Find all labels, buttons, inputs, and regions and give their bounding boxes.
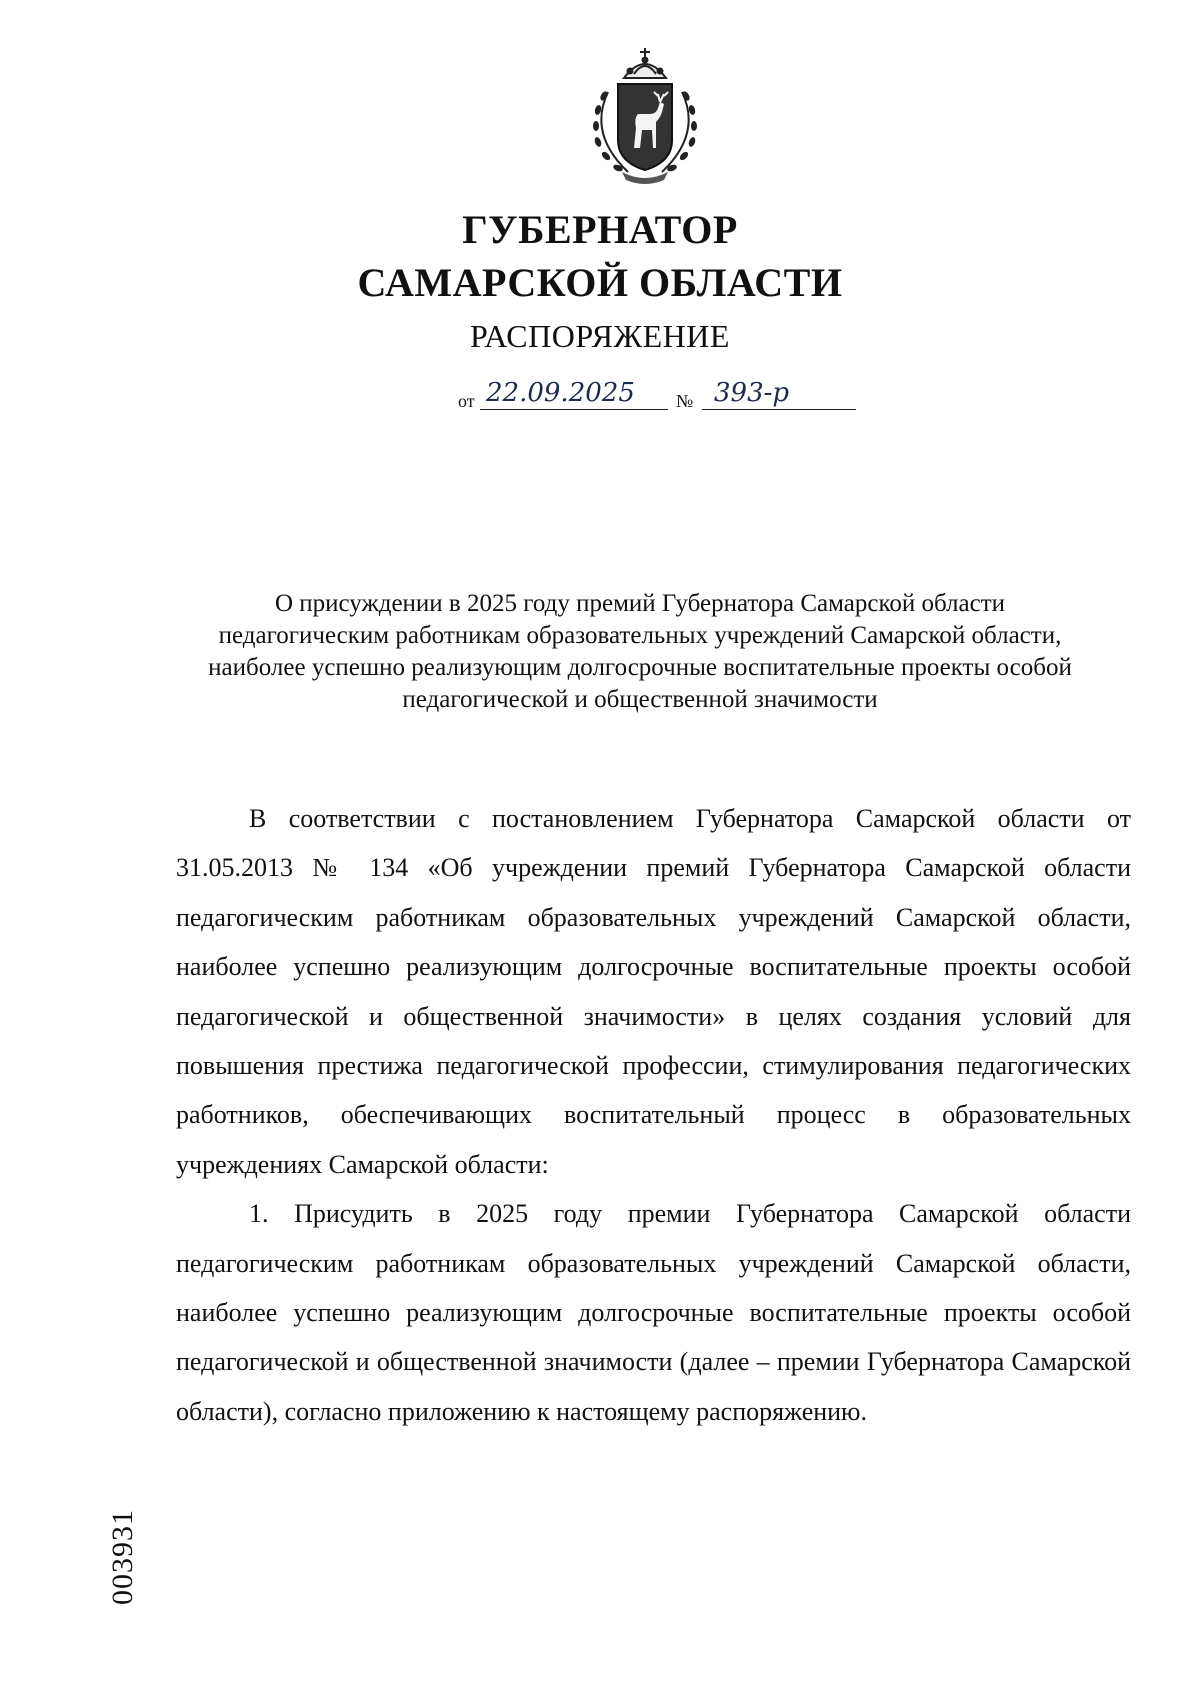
title-line: педагогическим работникам образовательных учреждений Самарской области, [218,622,1062,649]
number-label: № [676,391,694,411]
document-date: 22.09.2025 [480,378,668,410]
title-line: О присуждении в 2025 году премий Губернатора Самарской области [274,590,1006,617]
authority-title-line2: САМАРСКОЙ ОБЛАСТИ [357,260,843,305]
coat-of-arms-emblem [578,44,712,186]
date-prefix: от [458,391,475,411]
body-text [176,794,1131,1436]
side-serial-number: 003931 [106,1509,139,1605]
document-type: РАСПОРЯЖЕНИЕ [470,318,730,354]
document-number: 393-р [702,378,856,410]
registration-line [458,378,858,418]
title-line: педагогической и общественной значимости [402,686,878,713]
body-paragraph-item-1: 1. Присудить в 2025 году премии Губернатора Самарской области педагогическим работникам образовательных учреждений Самарской области, наиболее успешно реализующим долгосрочные воспитательные проекты особой педагогической и общественной значимости (далее – премии Губернатора Самарской области), согласно приложению к настоящему распоряжению. [176,1199,1131,1426]
document-title [160,588,1120,716]
title-line: наиболее успешно реализующим долгосрочные воспитательные проекты особой [208,654,1072,681]
authority-title-line1: ГУБЕРНАТОР [462,207,738,252]
body-paragraph-preamble: В соответствии с постановлением Губернатора Самарской области от 31.05.2013 № 134 «Об учреждении премий Губернатора Самарской области педагогическим работникам образовательных учреждений Самарской области, наиболее успешно реализующим долгосрочные воспитательные проекты особой педагогической и общественной значимости» в целях создания условий для повышения престижа педагогической профессии, стимулирования педагогических работников, обеспечивающих воспитательный процесс в образовательных учреждениях Самарской области: [176,804,1131,1179]
